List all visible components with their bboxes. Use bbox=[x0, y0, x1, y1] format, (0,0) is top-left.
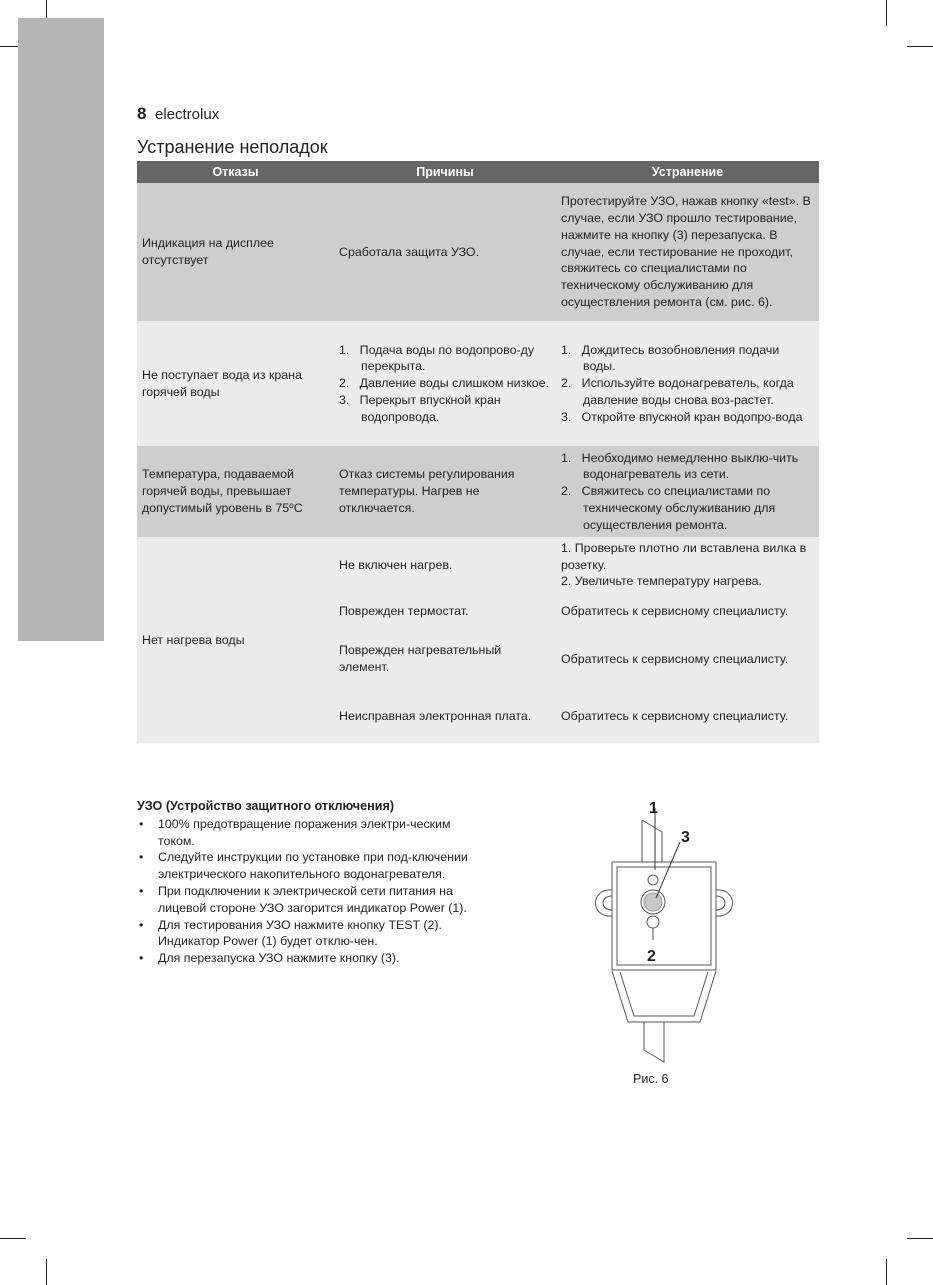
table-row bbox=[137, 183, 819, 321]
cause-cell: Поврежден термостат. bbox=[334, 593, 556, 629]
troubleshooting-table bbox=[137, 161, 819, 743]
table-row bbox=[137, 446, 819, 537]
fault-cell: Не поступает вода из крана горячей воды bbox=[137, 321, 334, 446]
fix-item: 1. Дождитесь возобновления подачи воды. bbox=[561, 342, 780, 374]
crop-mark bbox=[46, 1259, 47, 1285]
cause-item: 2. Давление воды слишком низкое. bbox=[339, 376, 550, 391]
fix-cell: Обратитесь к сервисному специалисту. bbox=[556, 629, 819, 689]
rcd-item: • Для тестирования УЗО нажмите кнопку TEST (2). Индикатор Power (1) будет отклю-чен. bbox=[137, 917, 477, 951]
plug-base bbox=[612, 971, 716, 1022]
column-header: Причины bbox=[334, 161, 556, 183]
crop-mark bbox=[886, 0, 887, 26]
cause-cell: Не включен нагрев. bbox=[334, 537, 556, 593]
brand-name: electrolux bbox=[155, 106, 220, 123]
label-2: 2 bbox=[647, 948, 656, 965]
right-ear bbox=[716, 890, 733, 916]
cable-bottom bbox=[644, 1022, 664, 1062]
crop-mark bbox=[0, 1238, 26, 1239]
label-1: 1 bbox=[649, 800, 658, 817]
crop-mark bbox=[886, 1259, 887, 1285]
page-number: 8 bbox=[137, 104, 147, 123]
section-title: Устранение неполадок bbox=[137, 137, 328, 157]
cause-item: 3. Перекрыт впускной кран водопровода. bbox=[339, 392, 501, 424]
cause-item: 1. Подача воды по водопрово-ду перекрыта. bbox=[339, 342, 535, 374]
crop-mark bbox=[907, 46, 933, 47]
power-indicator bbox=[648, 875, 658, 885]
fix-cell: 1. Проверьте плотно ли вставлена вилка в розетку. 2. Увеличьте температуру нагрева. bbox=[556, 537, 819, 593]
fix-item: 1. Необходимо немедленно выклю-чить водонагреватель из сети. bbox=[561, 450, 799, 482]
fix-item: 2. Используйте водонагреватель, когда давление воды снова воз-растет. bbox=[561, 376, 794, 407]
table-row bbox=[137, 321, 819, 446]
fix-item: 2. Свяжитесь со специалистами по техническому обслуживанию для осуществления ремонта. bbox=[561, 484, 776, 532]
fix-list bbox=[561, 342, 813, 426]
rcd-list bbox=[137, 816, 477, 967]
column-header: Отказы bbox=[137, 161, 334, 183]
fix-cell: Протестируйте УЗО, нажав кнопку «test». В случае, если УЗО прошло тестирование, нажмите на кнопку (3) перезапуска. В случае, если тестирование не проходит, свяжитесь со специалистами по техническому обслуживанию для осуществления ремонта (см. рис. 6). bbox=[556, 183, 819, 321]
rcd-item: • Следуйте инструкции по установке при под-ключении электрического накопительного водонагревателя. bbox=[137, 849, 477, 883]
fault-cell: Индикация на дисплее отсутствует bbox=[137, 183, 334, 321]
fix-cell: Обратитесь к сервисному специалисту. bbox=[556, 689, 819, 743]
rcd-item: • Для перезапуска УЗО нажмите кнопку (3). bbox=[137, 950, 477, 967]
side-tab bbox=[18, 18, 104, 641]
table-row bbox=[137, 537, 819, 593]
reset-button bbox=[644, 893, 662, 911]
rcd-plug-figure bbox=[580, 790, 740, 1070]
cause-cell: Поврежден нагревательный элемент. bbox=[334, 629, 556, 689]
cause-cell: Сработала защита УЗО. bbox=[334, 183, 556, 321]
fix-list bbox=[561, 450, 813, 534]
fault-cell: Температура, подаваемой горячей воды, превышает допустимый уровень в 75ºC bbox=[137, 446, 334, 537]
left-ear bbox=[596, 890, 613, 916]
column-header: Устранение bbox=[556, 161, 819, 183]
test-button bbox=[647, 916, 659, 928]
rcd-item: • При подключении к электрической сети питания на лицевой стороне УЗО загорится индикатор Power (1). bbox=[137, 883, 477, 917]
cause-list bbox=[339, 342, 550, 426]
cause-cell: Отказ системы регулирования температуры. Нагрев не отключается. bbox=[334, 446, 556, 537]
rcd-item: • 100% предотвращение поражения электри-ческим током. bbox=[137, 816, 477, 850]
fault-cell: Нет нагрева воды bbox=[137, 537, 334, 743]
rcd-section bbox=[137, 798, 477, 967]
rcd-title: УЗО (Устройство защитного отключения) bbox=[137, 799, 395, 813]
crop-mark bbox=[907, 1238, 933, 1239]
label-3: 3 bbox=[681, 829, 690, 846]
fix-item: 3. Откройте впускной кран водопро-вода bbox=[561, 409, 803, 424]
cause-cell: Неисправная электронная плата. bbox=[334, 689, 556, 743]
table-header bbox=[137, 161, 819, 183]
fix-cell: Обратитесь к сервисному специалисту. bbox=[556, 593, 819, 629]
figure-caption: Рис. 6 bbox=[633, 1072, 669, 1086]
cable-top bbox=[642, 820, 662, 862]
